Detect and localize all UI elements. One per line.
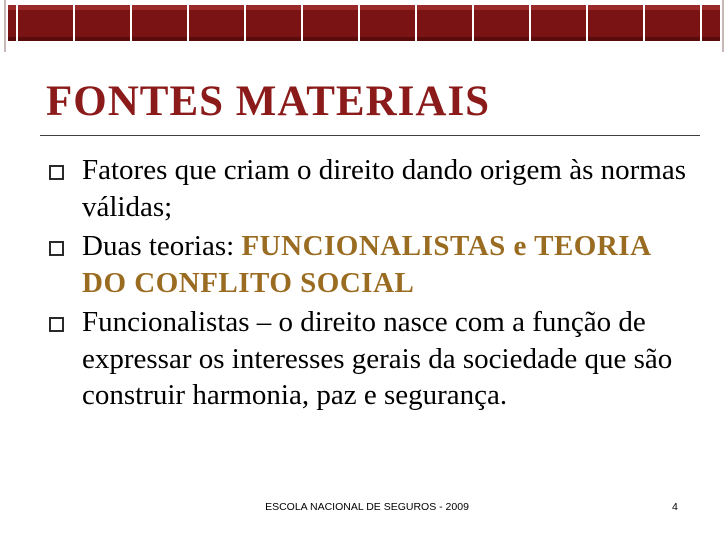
slide-footer: ESCOLA NACIONAL DE SEGUROS - 2009 xyxy=(265,501,469,513)
bullet-list xyxy=(46,152,696,417)
band-block xyxy=(8,5,16,41)
band-block xyxy=(531,5,586,41)
band-block xyxy=(303,5,358,41)
bullet-item xyxy=(46,304,696,414)
square-bullet-icon xyxy=(49,165,64,180)
band-block xyxy=(18,5,73,41)
band-block xyxy=(645,5,700,41)
slide-left-edge xyxy=(4,0,6,52)
band-block xyxy=(588,5,643,41)
band-block xyxy=(417,5,472,41)
band-block xyxy=(360,5,415,41)
slide-title: FONTES MATERIAIS xyxy=(46,78,491,125)
bullet-item xyxy=(46,228,696,301)
band-block xyxy=(75,5,130,41)
bullet-text: Funcionalistas – o direito nasce com a função de expressar os interesses gerais da sociedade que são construir harmonia, paz e segurança. xyxy=(82,306,673,411)
bullet-highlight: FUNCIONALISTAS e TEORIA DO CONFLITO SOCIAL xyxy=(82,230,650,299)
band-block xyxy=(132,5,187,41)
band-block xyxy=(246,5,301,41)
bullet-text: Duas teorias: xyxy=(82,230,242,262)
decorative-top-band xyxy=(8,5,720,41)
slide-right-edge xyxy=(722,0,724,52)
bullet-text: Fatores que criam o direito dando origem às normas válidas; xyxy=(82,154,687,223)
band-block xyxy=(189,5,244,41)
bullet-item xyxy=(46,152,696,225)
page-number: 4 xyxy=(672,501,678,513)
band-block xyxy=(702,5,720,41)
square-bullet-icon xyxy=(49,241,64,256)
square-bullet-icon xyxy=(49,317,64,332)
band-block xyxy=(474,5,529,41)
title-divider xyxy=(40,135,700,136)
